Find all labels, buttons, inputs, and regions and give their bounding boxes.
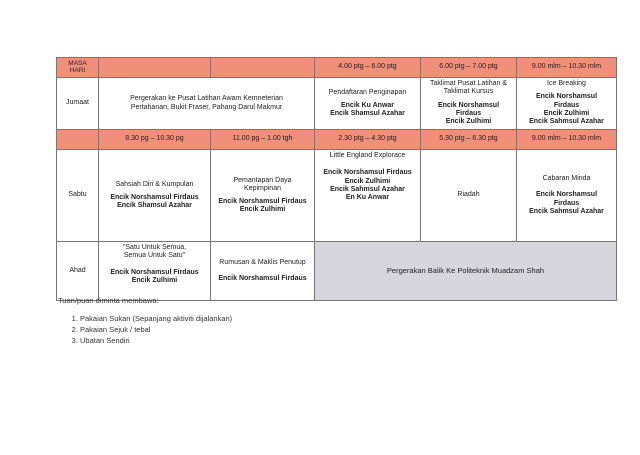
- activity-title: "Satu Untuk Semua, Semua Untuk Satu": [122, 244, 187, 260]
- facilitator-name: Firdaus: [553, 199, 580, 207]
- activity-cell: [315, 150, 421, 242]
- activity-title: Pergerakan ke Pusat Latihan Awam Kemneterian Pertahanan, Bukit Fraser, Pahang Darul Makmur: [130, 95, 283, 111]
- activity-title: Little England Explorace: [329, 152, 406, 159]
- hari-label: HARI: [69, 66, 86, 74]
- header-row-2: [57, 130, 617, 150]
- facilitator-name: Encik Norshamsul Firdaus: [218, 198, 307, 205]
- day-label: Sabtu: [57, 150, 99, 242]
- facilitator-name: Encik Zulhimi: [445, 118, 492, 125]
- activity-title: Pemantapan Daya Kepimpinan: [233, 176, 292, 192]
- notes-intro: Tuan/puan diminta membawa:: [58, 296, 159, 305]
- facilitator-name: Encik Zulhimi: [131, 276, 178, 284]
- facilitator-name: Firdaus: [455, 109, 482, 117]
- activity-cell: [211, 150, 315, 242]
- masa-hari-cell: [57, 58, 99, 78]
- row-jumaat: [57, 78, 617, 130]
- time-cell: 6.00 ptg – 7.00 ptg: [421, 58, 517, 78]
- facilitator-name: Encik Norshamsul: [535, 93, 598, 101]
- facilitator-name: Encik Norshamsul Firdaus: [323, 169, 412, 177]
- schedule-table: [56, 57, 617, 301]
- activity-cell: [99, 78, 315, 130]
- activity-title: Rumusan & Maklis Penutup: [219, 258, 306, 266]
- day-label: Ahad: [57, 242, 99, 301]
- facilitator-name: Encik Sahmsul Azahar: [330, 185, 405, 193]
- activity-cell: [99, 150, 211, 242]
- row-ahad: [57, 242, 617, 301]
- list-item: 1. Pakaian Sukan (Sepanjang aktiviti dijalankan): [80, 313, 232, 324]
- facilitator-name: Firdaus: [553, 101, 580, 109]
- time-cell: 5.30 ptg – 6.30 ptg: [421, 130, 517, 150]
- time-cell: 4.00 ptg – 6.00 ptg: [315, 58, 421, 78]
- time-cell: 8.30 pg – 10.30 pg: [99, 130, 211, 150]
- time-cell: 11.00 pg – 1.00 tgh: [211, 130, 315, 150]
- activity-title: Riadah: [457, 191, 480, 199]
- activity-cell: [211, 242, 315, 301]
- time-cell: 9.00 mlm – 10.30 mlm: [517, 58, 617, 78]
- facilitator-name: Encik Norshamsul Firdaus: [218, 275, 307, 282]
- header-empty-cell: [211, 58, 315, 78]
- items-list: [58, 313, 232, 346]
- facilitator-name: Encik Sahmsul Azahar: [529, 207, 604, 215]
- list-item: 3. Ubatan Sendiri: [80, 335, 232, 346]
- facilitator-name: Encik Ku Anwar: [340, 101, 395, 109]
- facilitator-name: Encik Shamsul Azahar: [117, 202, 192, 210]
- facilitator-name: Encik Sahmsul Azahar: [529, 118, 604, 125]
- activity-title: Cabaran Minda: [542, 175, 591, 182]
- activity-cell: [517, 78, 617, 130]
- masa-label: MASA: [68, 59, 87, 67]
- notes-section: [58, 296, 232, 346]
- activity-title: Pendaftaran Penginapan: [328, 88, 407, 96]
- header-empty-cell: [99, 58, 211, 78]
- facilitator-name: Encik Zulhimi: [239, 206, 286, 214]
- facilitator-name: Encik Zulhimi: [344, 177, 391, 185]
- facilitator-name: Encik Norshamsul Firdaus: [110, 193, 199, 201]
- return-trip-cell: [315, 242, 617, 301]
- activity-title: Sahsiah Diri & Kumpulan: [115, 180, 194, 188]
- time-cell: 2.30 ptg – 4.30 ptg: [315, 130, 421, 150]
- activity-cell: [421, 78, 517, 130]
- activity-title: Ice Breaking: [547, 80, 586, 87]
- facilitator-name: Encik Norshamsul Firdaus: [110, 268, 199, 276]
- activity-cell: [99, 242, 211, 301]
- activity-cell: [315, 78, 421, 130]
- time-cell: 9.00 mlm – 10.30 mlm: [517, 130, 617, 150]
- facilitator-name: Encik Shamsul Azahar: [330, 110, 405, 118]
- facilitator-name: En Ku Anwar: [345, 194, 390, 201]
- facilitator-name: Encik Norshamsul: [437, 101, 500, 109]
- facilitator-name: Encik Norshamsul: [535, 191, 598, 199]
- activity-title: Pergerakan Balik Ke Politeknik Muadzam Shah: [386, 265, 545, 275]
- activity-cell: [421, 150, 517, 242]
- list-item: 2. Pakaian Sejuk / tebal: [80, 324, 232, 335]
- row-sabtu: [57, 150, 617, 242]
- header-empty-cell: [57, 130, 99, 150]
- day-label: Jumaat: [57, 78, 99, 130]
- activity-cell: [517, 150, 617, 242]
- header-row-1: [57, 58, 617, 78]
- facilitator-name: Encik Zulhimi: [543, 109, 590, 117]
- activity-title: Taklimat Pusat Latihan & Taklimat Kursus: [429, 80, 508, 96]
